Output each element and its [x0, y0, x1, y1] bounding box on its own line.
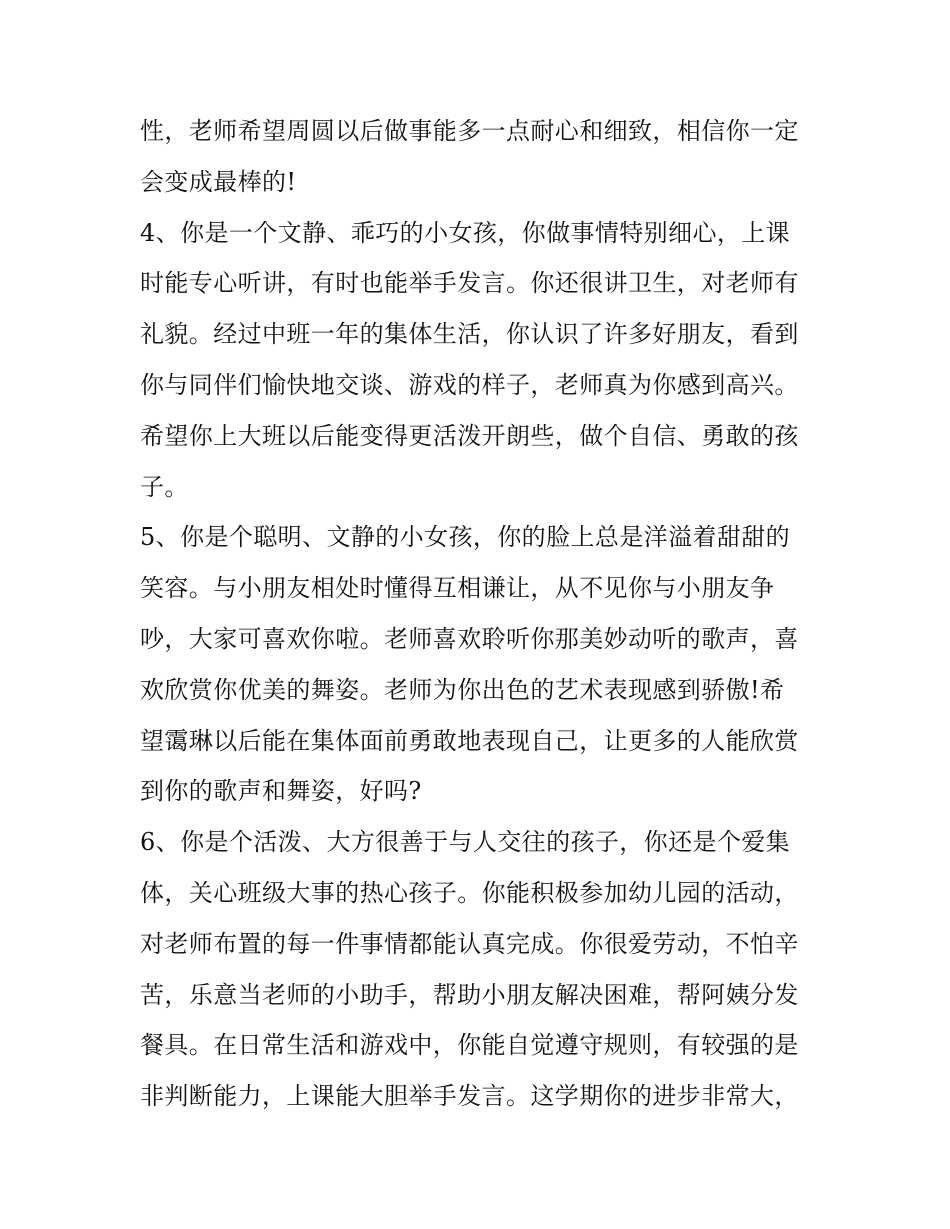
- text-line: 笑容。与小朋友相处时懂得互相谦让，从不见你与小朋友争: [140, 574, 775, 603]
- text-line: 希望你上大班以后能变得更活泼开朗些，做个自信、勇敢的孩: [140, 421, 799, 450]
- text-line: 4、你是一个文静、乖巧的小女孩，你做事情特别细心，上课: [140, 218, 791, 247]
- text-line: 餐具。在日常生活和游戏中，你能自觉遵守规则，有较强的是: [140, 1031, 799, 1060]
- text-line: 体，关心班级大事的热心孩子。你能积极参加幼儿园的活动，: [140, 878, 799, 907]
- text-line: 欢欣赏你优美的舞姿。老师为你出色的艺术表现感到骄傲!希: [140, 675, 785, 704]
- text-line: 时能专心听讲，有时也能举手发言。你还很讲卫生，对老师有: [140, 269, 799, 298]
- text-line: 非判断能力，上课能大胆举手发言。这学期你的进步非常大，: [140, 1082, 799, 1111]
- text-line: 6、你是个活泼、大方很善于与人交往的孩子，你还是个爱集: [140, 828, 791, 857]
- text-line: 苦，乐意当老师的小助手，帮助小朋友解决困难，帮阿姨分发: [140, 980, 799, 1009]
- text-line: 吵，大家可喜欢你啦。老师喜欢聆听你那美妙动听的歌声，喜: [140, 624, 799, 653]
- text-line: 你与同伴们愉快地交谈、游戏的样子，老师真为你感到高兴。: [140, 370, 799, 399]
- text-line: 望霭琳以后能在集体面前勇敢地表现自己，让更多的人能欣赏: [140, 726, 799, 755]
- text-line: 会变成最棒的!: [140, 167, 297, 196]
- text-line: 对老师布置的每一件事情都能认真完成。你很爱劳动，不怕辛: [140, 929, 799, 958]
- text-line: 性，老师希望周圆以后做事能多一点耐心和细致，相信你一定: [140, 117, 799, 145]
- text-line: 到你的歌声和舞姿，好吗?: [140, 777, 422, 806]
- document-body: [140, 106, 820, 1122]
- text-line: 礼貌。经过中班一年的集体生活，你认识了许多好朋友，看到: [140, 320, 799, 349]
- text-line: 5、你是个聪明、文静的小女孩，你的脸上总是洋溢着甜甜的: [140, 523, 791, 552]
- text-line: 子。: [140, 472, 189, 501]
